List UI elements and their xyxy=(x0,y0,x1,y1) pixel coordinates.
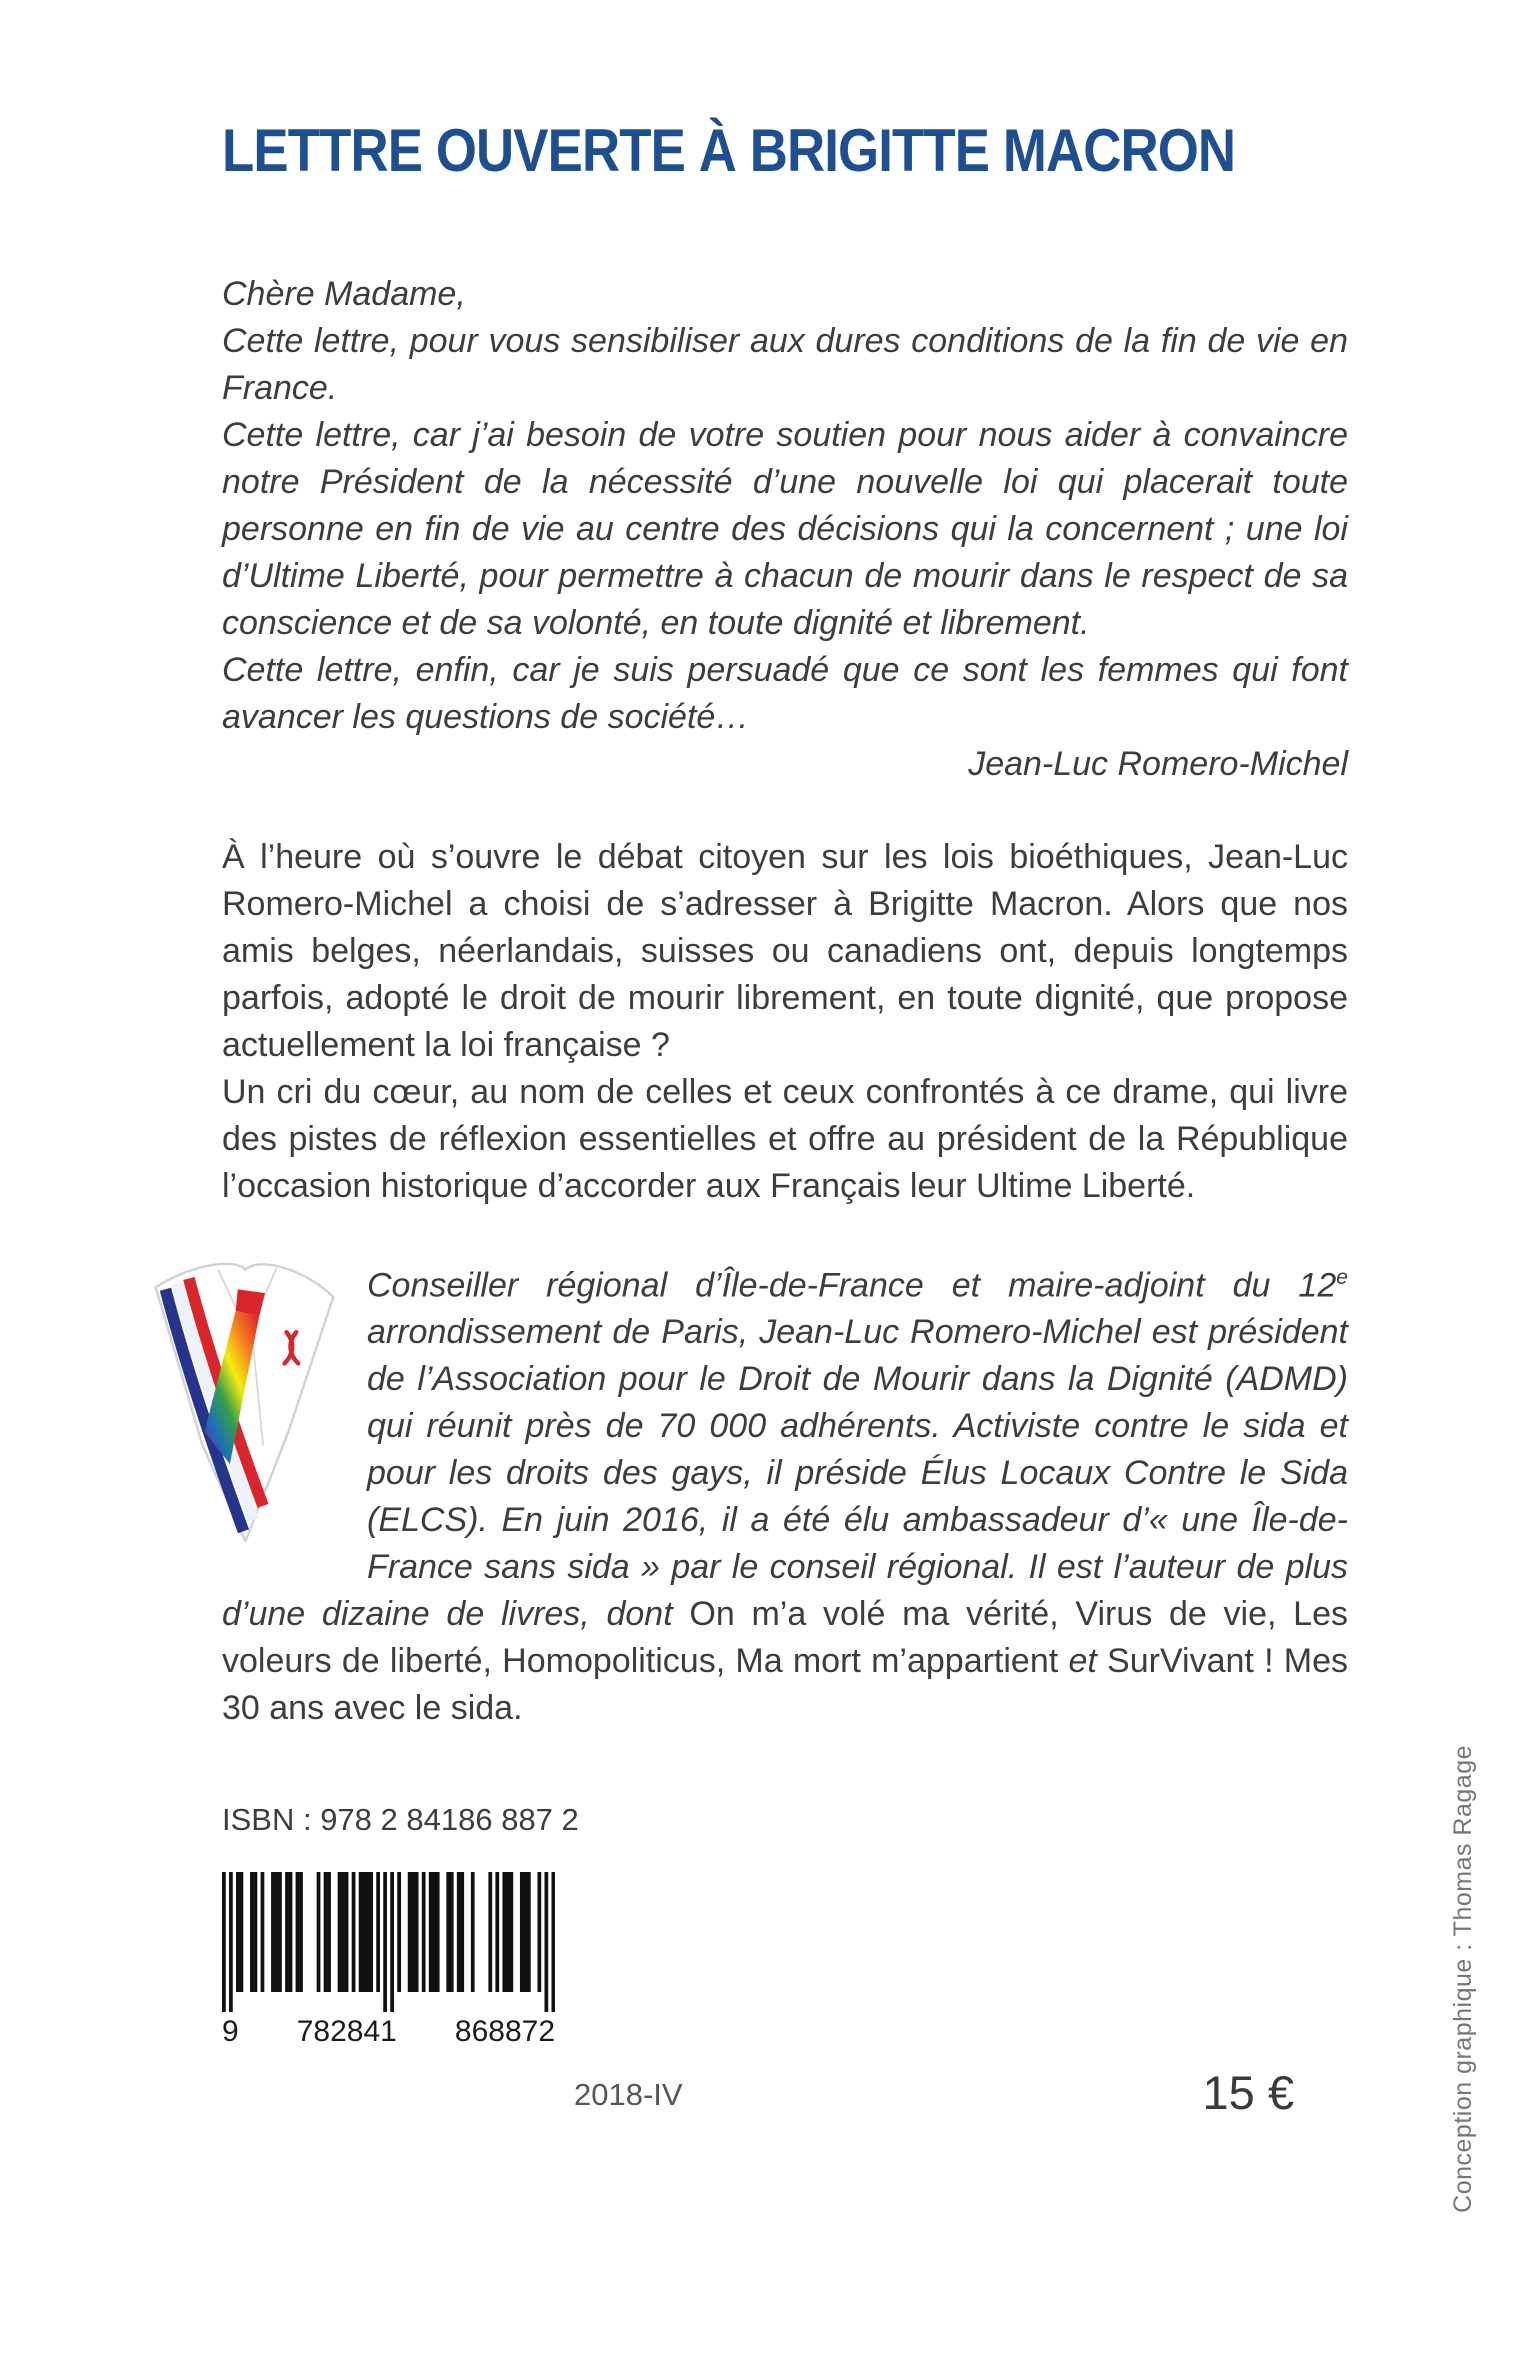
bio-text-segment: Conseiller régional d’Île-de-France et maire-adjoint du 12 xyxy=(367,1266,1337,1305)
price: 15 € xyxy=(1202,2066,1294,2120)
barcode-digits xyxy=(222,2015,555,2049)
footer-row xyxy=(222,2065,1348,2127)
author-bio-section xyxy=(222,1254,1348,1732)
letter-paragraph: Cette lettre, enfin, car je suis persuadé que ce sont les femmes qui font avancer les questions de société… xyxy=(222,651,1348,736)
barcode-bars xyxy=(222,1872,555,2012)
bio-text-segment: On m’a volé ma vérité, Virus de vie, Les voleurs de liberté, Homopoliticus, Ma mort m’appartient xyxy=(222,1595,1348,1681)
content-column xyxy=(222,0,1348,2127)
book-title: LETTRE OUVERTE À BRIGITTE MACRON xyxy=(222,117,1236,184)
barcode-digit-group: 782841 xyxy=(296,2015,397,2049)
bio-text xyxy=(222,1254,1348,1732)
edition-code: 2018-IV xyxy=(574,2077,683,2113)
design-credit: Conception graphique : Thomas Ragage xyxy=(1449,1745,1477,2213)
bio-text-segment: et xyxy=(1058,1642,1108,1681)
barcode-digit-group: 9 xyxy=(222,2015,239,2049)
suit-rainbow-tie-illustration xyxy=(142,1254,347,1547)
bio-text-segment: e xyxy=(1336,1266,1348,1289)
synopsis-paragraph: Un cri du cœur, au nom de celles et ceux confrontés à ce drame, qui livre des pistes de réflexion essentielles et offre au président de la République l’occasion historique d’accorder aux Français leur Ultime Liberté. xyxy=(222,1073,1348,1205)
barcode-digit-group: 868872 xyxy=(454,2015,555,2049)
letter-salutation: Chère Madame, xyxy=(222,275,466,313)
synopsis-section xyxy=(222,834,1348,1210)
bio-text-segment: SurVivant ! Mes 30 ans avec le sida. xyxy=(222,1642,1348,1728)
barcode xyxy=(222,1872,562,2049)
letter-section xyxy=(222,271,1348,788)
bio-text-segment: arrondissement de Paris, Jean-Luc Romero-Michel est président de l’Association pour le Droit de Mourir dans la Dignité (ADMD) qui réunit près de 70 000 adhérents. Activiste contre le sida et pour les droits des gays, il préside Élus Locaux Contre le Sida (ELCS). En juin 2016, il a été élu ambassadeur d’« une Île-de-France sans sida » par le conseil régional. Il est l’auteur de plus d’une dizaine de livres, dont xyxy=(222,1313,1348,1634)
letter-paragraph: Cette lettre, pour vous sensibiliser aux dures conditions de la fin de vie en France. xyxy=(222,322,1348,407)
synopsis-paragraph: À l’heure où s’ouvre le débat citoyen sur les lois bioéthiques, Jean-Luc Romero-Michel a choisi de s’adresser à Brigitte Macron. Alors que nos amis belges, néerlandais, suisses ou canadiens ont, depuis longtemps parfois, adopté le droit de mourir librement, en toute dignité, que propose actuellement la loi française ? xyxy=(222,838,1348,1064)
letter-paragraph: Cette lettre, car j’ai besoin de votre soutien pour nous aider à convaincre notre Président de la nécessité d’une nouvelle loi qui placerait toute personne en fin de vie au centre des décisions qui la concernent ; une loi d’Ultime Liberté, pour permettre à chacun de mourir dans le respect de sa conscience et de sa volonté, en toute dignité et librement. xyxy=(222,416,1348,642)
letter-signature: Jean-Luc Romero-Michel xyxy=(968,745,1348,783)
isbn-text: ISBN : 978 2 84186 887 2 xyxy=(222,1802,579,1838)
